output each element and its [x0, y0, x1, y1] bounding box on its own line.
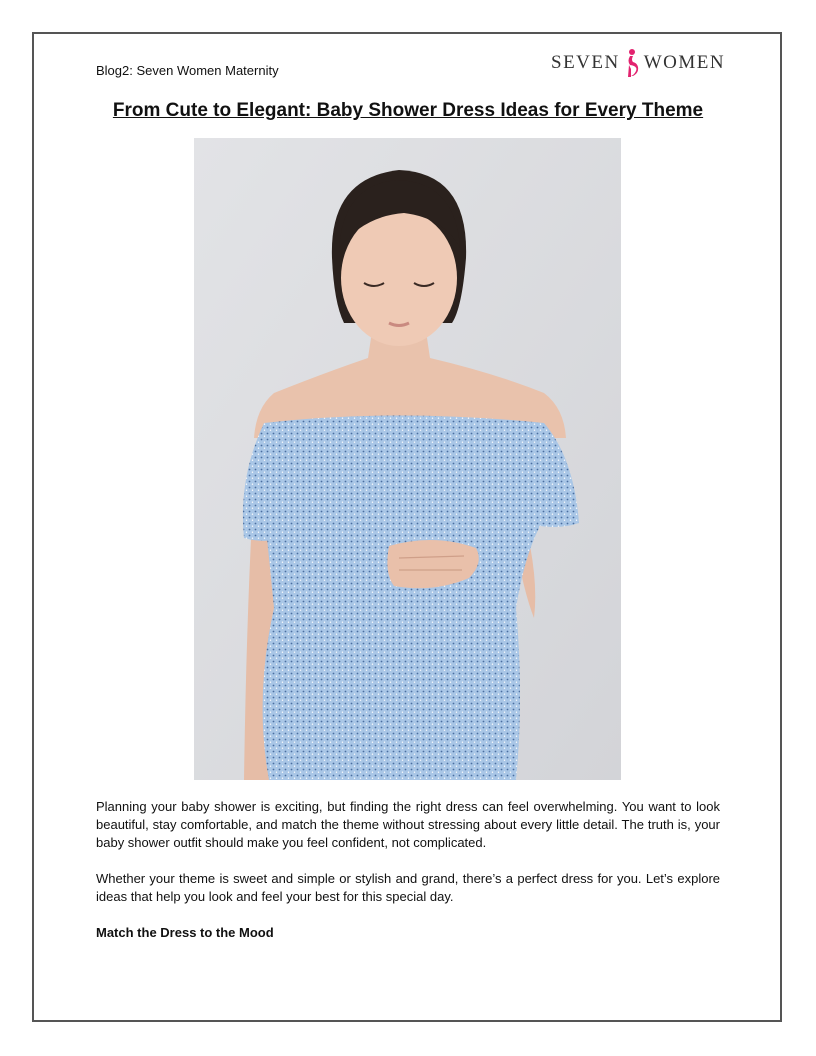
logo-text-left: SEVEN [551, 52, 620, 73]
hero-photo [194, 138, 621, 780]
section-subheading: Match the Dress to the Mood [96, 925, 274, 940]
logo-text-right: WOMEN [643, 52, 726, 73]
maternity-dress-illustration [194, 138, 621, 780]
body-paragraph-1: Planning your baby shower is exciting, but finding the right dress can feel overwhelming. You want to look beautiful, stay comfortable, and match the theme without stressing about every little detail. The truth is, your baby shower outfit should make you feel confident, not complicated. [96, 799, 720, 850]
pregnant-woman-icon [622, 48, 642, 78]
brand-logo [551, 48, 725, 78]
article-title: From Cute to Elegant: Baby Shower Dress Ideas for Every Theme [112, 100, 704, 121]
body-paragraph-2: Whether your theme is sweet and simple or stylish and grand, there’s a perfect dress for you. Let’s explore ideas that help you look and feel your best for this special day. [96, 871, 720, 904]
document-label: Blog2: Seven Women Maternity [96, 63, 279, 78]
